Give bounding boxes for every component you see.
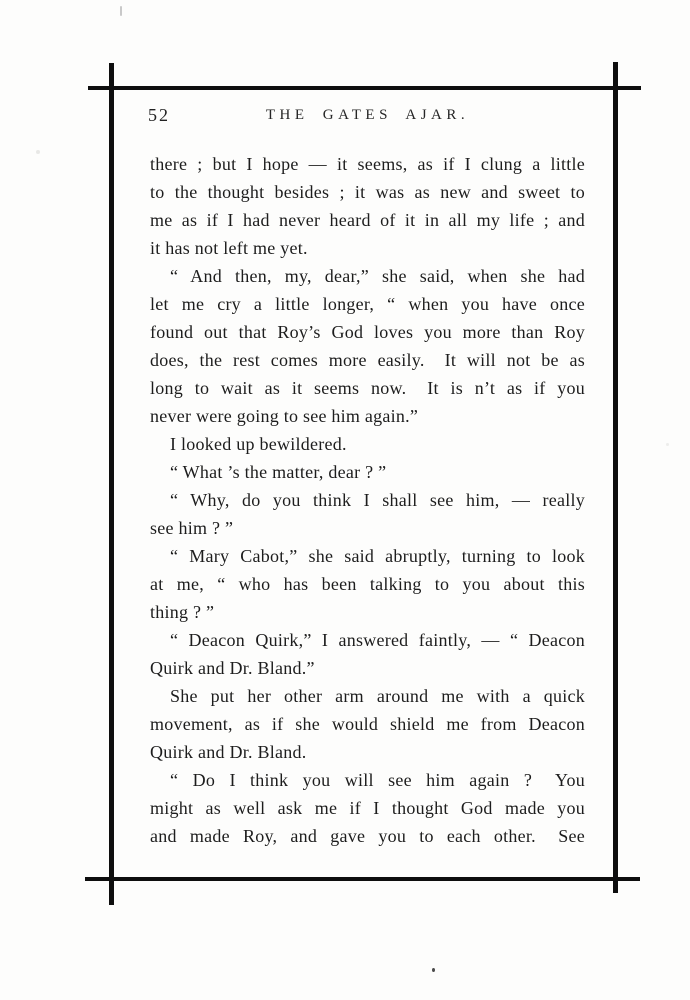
text-line: does, the rest comes more easily. It will not be as	[150, 350, 585, 370]
text-line: let me cry a little longer, “ when you have once	[150, 294, 585, 314]
text-line: and made Roy, and gave you to each other. See	[150, 826, 585, 846]
frame-rule-bottom	[85, 877, 640, 881]
text-line: see him ? ”	[150, 518, 234, 538]
text-line: might as well ask me if I thought God made you	[150, 798, 585, 818]
page-number: 52	[148, 105, 170, 125]
text-line: “ And then, my, dear,” she said, when she had	[170, 266, 585, 286]
text-line: “ Why, do you think I shall see him, — really	[170, 490, 585, 510]
text-line: found out that Roy’s God loves you more than Roy	[150, 322, 585, 342]
text-block	[150, 150, 585, 850]
text-line: I looked up bewildered.	[170, 434, 347, 454]
scan-speck	[666, 443, 669, 446]
text-line: me as if I had never heard of it in all my life ; and	[150, 210, 585, 230]
frame-rule-top	[88, 86, 641, 90]
text-line: there ; but I hope — it seems, as if I clung a little	[150, 154, 585, 174]
text-line: thing ? ”	[150, 602, 215, 622]
text-line: long to wait as it seems now. It is n’t as if you	[150, 378, 585, 398]
text-line: She put her other arm around me with a quick	[170, 686, 585, 706]
text-line: to the thought besides ; it was as new and sweet to	[150, 182, 585, 202]
scan-speck	[120, 6, 122, 16]
text-line: at me, “ who has been talking to you about this	[150, 574, 585, 594]
text-line: it has not left me yet.	[150, 238, 308, 258]
text-line: never were going to see him again.”	[150, 406, 419, 426]
text-line: “ Deacon Quirk,” I answered faintly, — “ Deacon	[170, 630, 585, 650]
text-line: Quirk and Dr. Bland.”	[150, 658, 315, 678]
text-line: “ Mary Cabot,” she said abruptly, turning to look	[170, 546, 585, 566]
scan-speck	[36, 150, 40, 154]
text-line: Quirk and Dr. Bland.	[150, 742, 307, 762]
text-line: “ What ’s the matter, dear ? ”	[170, 462, 387, 482]
text-line: “ Do I think you will see him again ? You	[170, 770, 585, 790]
frame-rule-left	[109, 63, 114, 905]
page-header	[150, 103, 585, 127]
text-line: movement, as if she would shield me from Deacon	[150, 714, 585, 734]
frame-rule-right	[613, 62, 618, 893]
running-title: THE GATES AJAR.	[265, 107, 470, 123]
scan-speck	[432, 968, 435, 972]
